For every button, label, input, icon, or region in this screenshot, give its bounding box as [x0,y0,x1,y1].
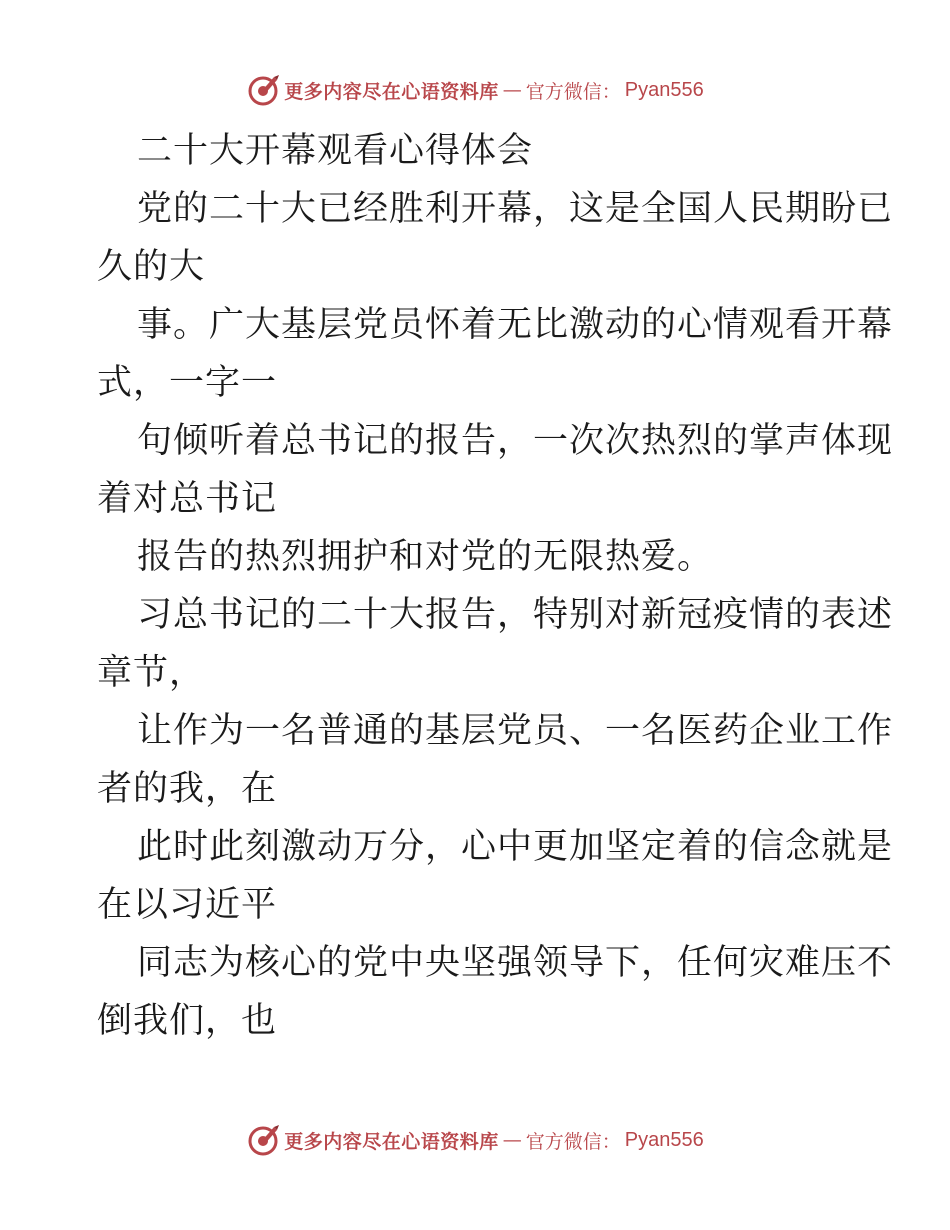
watermark-dash: — [502,79,522,101]
watermark-id: Pyan556 [624,1128,704,1151]
text-line: 者的我，在 [97,769,278,809]
text-line: 句倾听着总书记的报告，一次次热烈的掌声体现 [137,421,894,461]
logo-icon [246,73,280,107]
text-line: 久的大 [97,247,206,287]
header-watermark [0,70,950,110]
watermark-id: Pyan556 [624,78,704,101]
text-line: 式，一字一 [97,363,278,403]
watermark-dash: — [502,1129,522,1151]
text-line: 倒我们，也 [97,1001,278,1041]
footer-watermark [0,1120,950,1160]
logo-icon [246,1123,280,1157]
text-line: 同志为核心的党中央坚强领导下，任何灾难压不 [137,943,894,983]
watermark-sub-text: 官方微信： [525,80,621,103]
text-line: 习总书记的二十大报告，特别对新冠疫情的表述 [137,595,894,635]
document-body [97,122,894,1050]
text-line: 事。广大基层党员怀着无比激动的心情观看开幕 [137,305,894,345]
watermark-main-text: 更多内容尽在心语资料库 [284,80,499,103]
watermark-main-text: 更多内容尽在心语资料库 [284,1130,499,1153]
watermark-sub-text: 官方微信： [525,1130,621,1153]
text-line: 报告的热烈拥护和对党的无限热爱。 [137,537,714,577]
text-line: 在以习近平 [97,885,278,925]
text-line: 着对总书记 [97,479,278,519]
text-line: 党的二十大已经胜利开幕，这是全国人民期盼已 [137,189,894,229]
text-line: 此时此刻激动万分，心中更加坚定着的信念就是 [137,827,894,867]
text-line: 章节， [97,653,206,693]
text-line: 让作为一名普通的基层党员、一名医药企业工作 [137,711,894,751]
document-title: 二十大开幕观看心得体会 [137,131,534,171]
